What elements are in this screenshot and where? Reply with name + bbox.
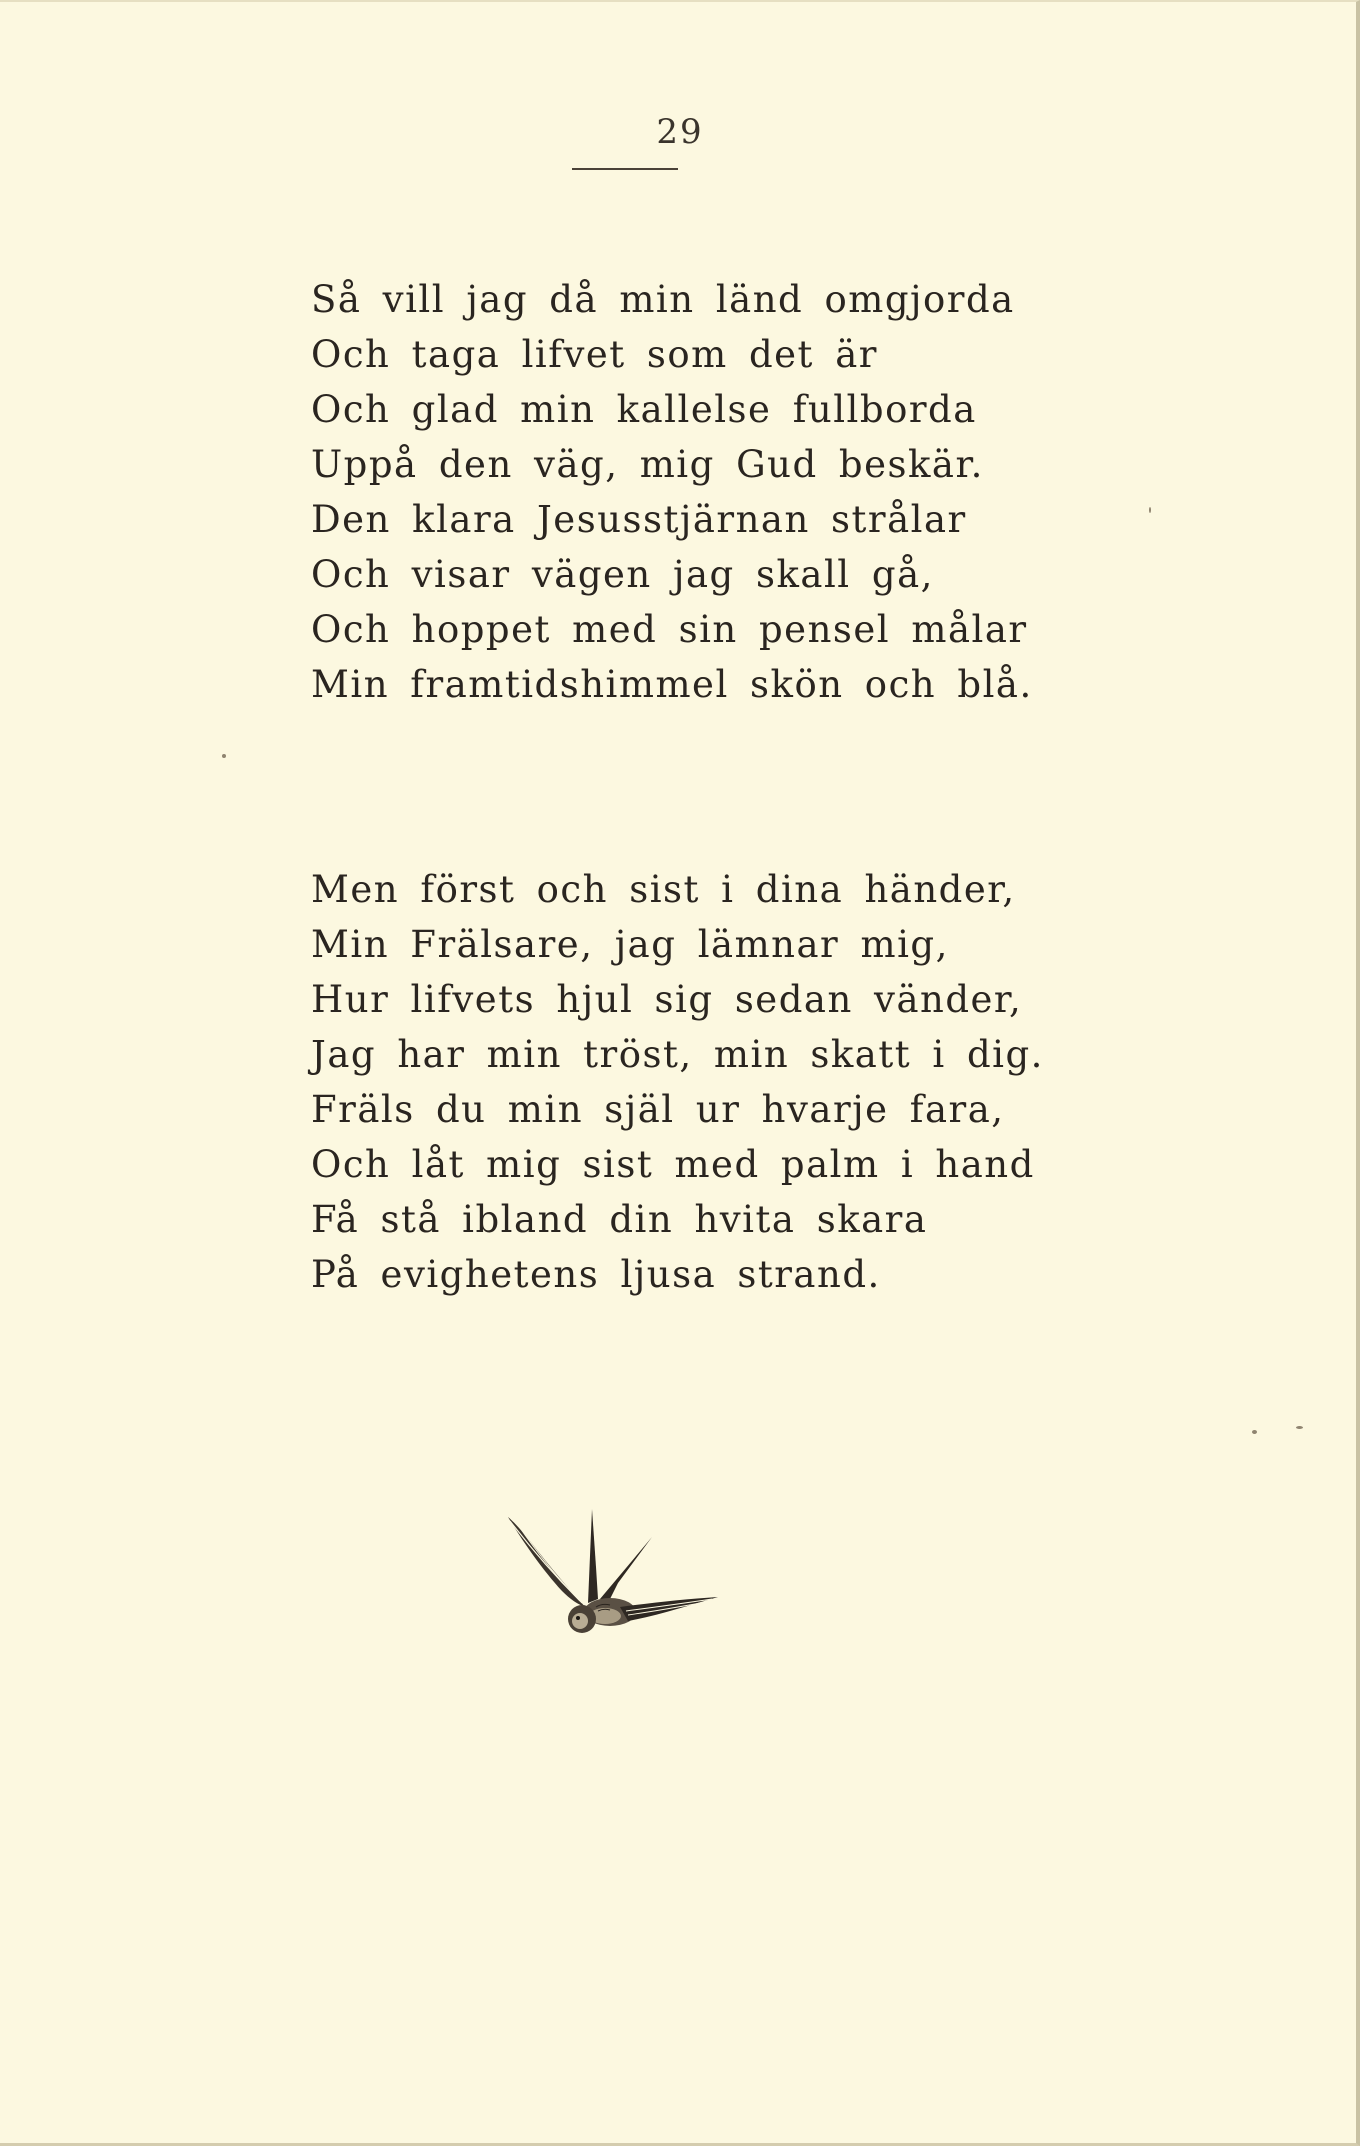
verse-line: Min Frälsare, jag lämnar mig, [311, 923, 949, 966]
paper-speck [1296, 1426, 1303, 1429]
verse-line: Och taga lifvet som det är [311, 333, 878, 376]
verse-line: Och låt mig sist med palm i hand [311, 1143, 1035, 1186]
page-number: 29 [656, 112, 704, 152]
stanza-1 [311, 272, 1271, 712]
stanza-2 [311, 862, 1271, 1302]
verse-line: Och visar vägen jag skall gå, [311, 553, 934, 596]
verse-line: Jag har min tröst, min skatt i dig. [311, 1033, 1044, 1076]
verse-line: Hur lifvets hjul sig sedan vänder, [311, 978, 1023, 1021]
swallow-icon [500, 1507, 720, 1637]
verse-line: Och hoppet med sin pensel målar [311, 608, 1028, 651]
verse-line: Uppå den väg, mig Gud beskär. [311, 443, 984, 486]
paper-speck [1149, 507, 1151, 513]
verse-line: Och glad min kallelse fullborda [311, 388, 977, 431]
paper-speck [1252, 1430, 1257, 1434]
page-number-rule [572, 168, 678, 170]
verse-line: Den klara Jesusstjärnan strålar [311, 498, 967, 541]
verse-line: På evighetens ljusa strand. [311, 1253, 881, 1296]
verse-line: Men först och sist i dina händer, [311, 868, 1016, 911]
verse-line: Få stå ibland din hvita skara [311, 1198, 928, 1241]
verse-line: Så vill jag då min länd omgjorda [311, 278, 1015, 321]
paper-speck [222, 754, 226, 758]
verse-line: Min framtidshimmel skön och blå. [311, 663, 1033, 706]
verse-line: Fräls du min själ ur hvarje fara, [311, 1088, 1005, 1131]
